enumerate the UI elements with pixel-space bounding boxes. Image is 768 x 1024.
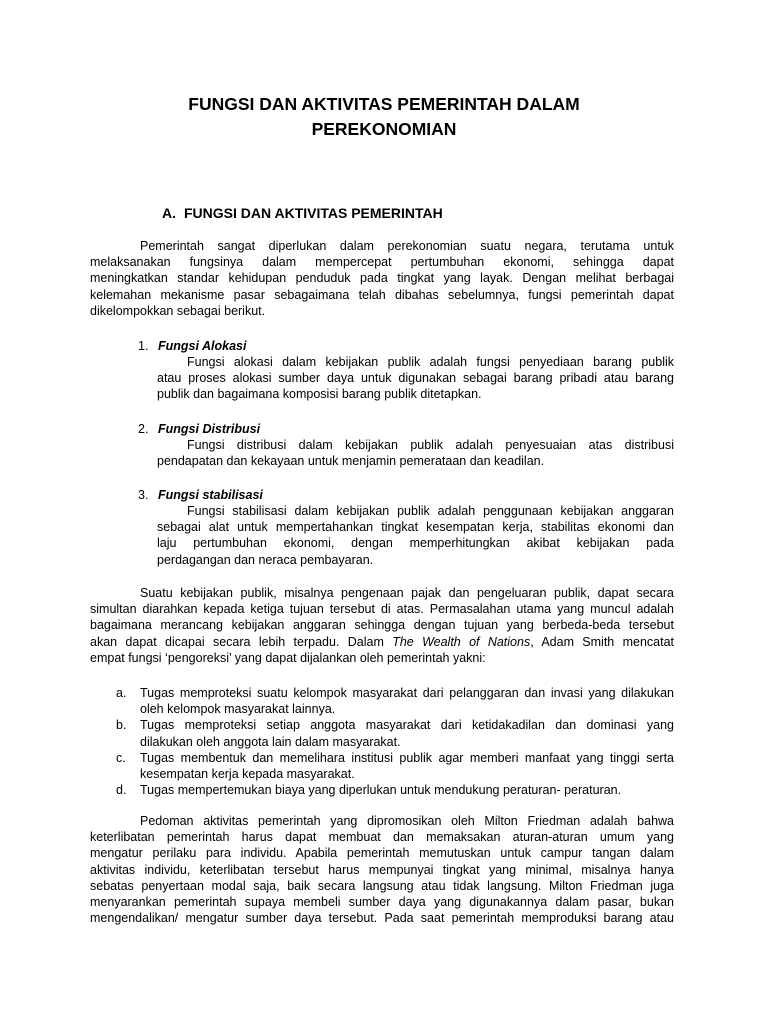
- intro-line: meningkatkan standar kehidupan penduduk pada tingkat yang layak. Dengan melihat berbagai: [90, 271, 674, 286]
- intro-paragraph: [90, 238, 674, 319]
- function-2-line: pendapatan dan kekayaan untuk menjamin pemerataan dan keadilan.: [157, 454, 545, 469]
- function-1-heading: [138, 338, 246, 354]
- function-2-body: [157, 437, 674, 469]
- task-line: Tugas memproteksi suatu kelompok masyarakat dari pelanggaran dan invasi yang dilakukan: [140, 686, 674, 700]
- paragraph-three-line: mengendalikan/ mengatur sumber daya tersebut. Pada saat pemerintah memproduksi barang atau: [90, 911, 674, 926]
- task-label: b.: [116, 718, 127, 733]
- task-line: oleh kelompok masyarakat lainnya.: [140, 702, 336, 717]
- function-3-line: sebagai alat untuk mempertahankan tingkat kesempatan kerja, stabilitas ekonomi dan: [157, 520, 674, 535]
- function-3-name: Fungsi stabilisasi: [158, 488, 263, 502]
- intro-line: Pemerintah sangat diperlukan dalam perekonomian suatu negara, terutama untuk: [140, 239, 674, 253]
- function-3-line: perdagangan dan neraca pembayaran.: [157, 552, 374, 567]
- paragraph-three: [90, 813, 674, 926]
- function-3-line: laju pertumbuhan ekonomi, dengan memperhitungkan akibat kebijakan pada: [157, 536, 674, 551]
- section-a-label: A.: [162, 205, 176, 221]
- function-1-number: 1.: [138, 339, 149, 353]
- function-1-body: [157, 354, 674, 403]
- task-item: [116, 685, 674, 717]
- paragraph-three-line: keterlibatan pemerintah harus dapat membuat dan memaksakan aturan-aturan umum yang: [90, 830, 674, 845]
- book-title: The Wealth of Nations: [392, 634, 531, 649]
- paragraph-two-text: , Adam Smith mencatat: [530, 634, 674, 649]
- paragraph-two-text: akan dapat dicapai secara lebih terpadu. Dalam: [90, 634, 393, 649]
- task-label: a.: [116, 686, 127, 700]
- task-item: [116, 782, 674, 798]
- function-3-number: 3.: [138, 488, 149, 502]
- function-1-line: publik dan bagaimana komposisi barang publik ditetapkan.: [157, 387, 482, 402]
- function-2-name: Fungsi Distribusi: [158, 422, 261, 436]
- function-1-line: Fungsi alokasi dalam kebijakan publik adalah fungsi penyediaan barang publik: [187, 355, 674, 369]
- paragraph-three-line: Pedoman aktivitas pemerintah yang dipromosikan oleh Milton Friedman adalah bahwa: [140, 814, 674, 828]
- intro-line: kelemahan mekanisme pasar sebagaimana telah dibahas sebelumnya, fungsi pemerintah dapat: [90, 287, 674, 302]
- tasks-list: [116, 685, 674, 798]
- task-item: [116, 750, 674, 782]
- section-a-title: FUNGSI DAN AKTIVITAS PEMERINTAH: [184, 205, 443, 221]
- intro-line: dikelompokkan sebagai berikut.: [90, 303, 266, 318]
- task-label: d.: [116, 783, 127, 798]
- paragraph-three-line: sebatas penyertaan modal saja, baik secara langsung atau tidak langsung. Milton Friedman juga: [90, 878, 674, 893]
- document-title: [80, 92, 688, 142]
- task-line: Tugas memproteksi setiap anggota masyarakat dari ketidakadilan dan dominasi yang: [140, 718, 674, 733]
- function-3-body: [157, 503, 674, 568]
- paragraph-two: [90, 585, 674, 666]
- function-1-line: atau proses alokasi sumber daya untuk digunakan sebagai barang pribadi atau barang: [157, 371, 674, 386]
- section-a-heading: [162, 204, 443, 222]
- function-3-heading: [138, 487, 263, 503]
- paragraph-two-line: Suatu kebijakan publik, misalnya pengenaan pajak dan pengeluaran publik, dapat secara: [140, 586, 674, 600]
- paragraph-three-line: menyarankan pemerintah supaya membeli sumber daya yang digunakannya dalam pasar, bukan: [90, 895, 674, 910]
- task-line: Tugas membentuk dan memelihara institusi publik agar memberi manfaat yang tinggi serta: [140, 750, 674, 765]
- function-2-heading: [138, 421, 260, 437]
- function-2-line: Fungsi distribusi dalam kebijakan publik adalah penyesuaian atas distribusi: [187, 438, 674, 452]
- paragraph-two-line: simultan diarahkan kepada ketiga tujuan tersebut di atas. Permasalahan utama yang muncul adalah: [90, 602, 674, 617]
- function-2-number: 2.: [138, 422, 149, 436]
- function-1-name: Fungsi Alokasi: [158, 339, 247, 353]
- task-label: c.: [116, 750, 126, 765]
- paragraph-two-line: [90, 634, 674, 650]
- intro-line: melaksanakan fungsinya dalam mempercepat pertumbuhan ekonomi, sehingga dapat: [90, 255, 674, 270]
- task-line: kesempatan kerja kepada masyarakat.: [140, 767, 355, 782]
- paragraph-three-line: aktivitas individu, keterlibatan tersebut harus mempunyai tingkat yang minimal, misalnya hanya: [90, 862, 674, 877]
- paragraph-two-line: empat fungsi ‘pengoreksi’ yang dapat dijalankan oleh pemerintah yakni:: [90, 650, 486, 665]
- task-item: [116, 717, 674, 749]
- paragraph-two-line: bagaimana merancang kebijakan anggaran sehingga dengan tujuan yang berbeda-beda tersebut: [90, 618, 674, 633]
- title-line-2: PEREKONOMIAN: [311, 119, 457, 139]
- title-line-1: FUNGSI DAN AKTIVITAS PEMERINTAH DALAM: [188, 94, 580, 114]
- paragraph-three-line: mengatur perilaku para individu. Apabila pemerintah memutuskan untuk campur tangan dalam: [90, 846, 674, 861]
- task-line: Tugas mempertemukan biaya yang diperlukan untuk mendukung peraturan- peraturan.: [140, 783, 622, 798]
- task-line: dilakukan oleh anggota lain dalam masyarakat.: [140, 734, 401, 749]
- function-3-line: Fungsi stabilisasi dalam kebijakan publik adalah penggunaan kebijakan anggaran: [187, 504, 674, 518]
